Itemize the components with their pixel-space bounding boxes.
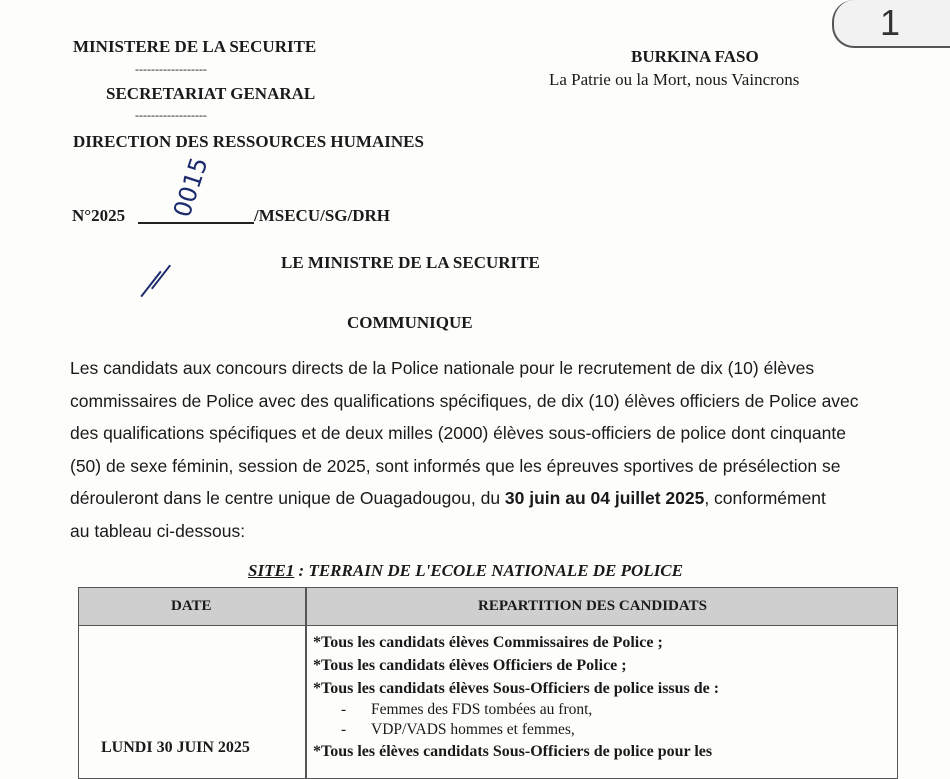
list-bullet: - <box>341 701 347 718</box>
site-heading <box>248 561 683 581</box>
reference-prefix: N°2025 <box>72 206 126 225</box>
country-name: BURKINA FASO <box>631 47 759 66</box>
column-separator <box>305 588 307 778</box>
secretariat-name: SECRETARIAT GENARAL <box>106 84 316 103</box>
communique-paragraph <box>70 352 890 547</box>
header-divider-1: ------------------ <box>135 62 207 76</box>
header-distribution: REPARTITION DES CANDIDATS <box>478 598 707 614</box>
site-title: : TERRAIN DE L'ECOLE NATIONALE DE POLICE <box>294 561 683 580</box>
header-divider-2: ------------------ <box>135 108 207 122</box>
candidate-line: *Tous les élèves candidats Sous-Officiers de police pour les <box>313 743 713 760</box>
document-title: COMMUNIQUE <box>347 313 473 332</box>
handwritten-slash-1 <box>140 271 161 297</box>
date-range: 30 juin au 04 juillet 2025 <box>504 488 705 508</box>
candidate-sub-item: VDP/VADS hommes et femmes, <box>371 721 575 738</box>
candidate-line: *Tous les candidats élèves Sous-Officiers de police issus de : <box>313 680 720 697</box>
ministry-name: MINISTERE DE LA SECURITE <box>73 37 317 56</box>
paragraph-line: commissaires de Police avec des qualifications spécifiques, de dix (10) élèves officiers de Police avec <box>70 390 859 411</box>
country-motto: La Patrie ou la Mort, nous Vaincrons <box>549 70 800 89</box>
page-number-badge <box>832 0 950 48</box>
list-bullet: - <box>341 721 347 738</box>
reference-underline <box>138 222 254 224</box>
paragraph-line: (50) de sexe féminin, session de 2025, sont informés que les épreuves sportives de présélection se <box>70 455 841 476</box>
page-number: 1 <box>880 2 901 43</box>
paragraph-line: dérouleront dans le centre unique de Ouagadougou, du 30 juin au 04 juillet 2025, conformément <box>70 488 826 508</box>
header-date: DATE <box>171 598 212 614</box>
reference-suffix: /MSECU/SG/DRH <box>254 206 391 225</box>
handwritten-reference-number: 0015 <box>168 153 214 221</box>
signatory-title: LE MINISTRE DE LA SECURITE <box>281 253 540 272</box>
paragraph-line: au tableau ci-dessous: <box>70 520 246 541</box>
candidate-line: *Tous les candidats élèves Commissaires de Police ; <box>313 634 663 651</box>
paragraph-line: Les candidats aux concours directs de la Police nationale pour le recrutement de dix (10) élèves <box>70 358 815 378</box>
paragraph-line: des qualifications spécifiques et de deux milles (2000) élèves sous-officiers de police dont cinquante <box>70 423 846 443</box>
candidate-line: *Tous les candidats élèves Officiers de Police ; <box>313 657 627 674</box>
schedule-table <box>78 587 898 779</box>
row-date: LUNDI 30 JUIN 2025 <box>101 739 250 756</box>
site-label: SITE1 <box>248 561 295 580</box>
direction-name: DIRECTION DES RESSOURCES HUMAINES <box>73 132 424 151</box>
candidate-sub-item: Femmes des FDS tombées au front, <box>371 701 593 718</box>
